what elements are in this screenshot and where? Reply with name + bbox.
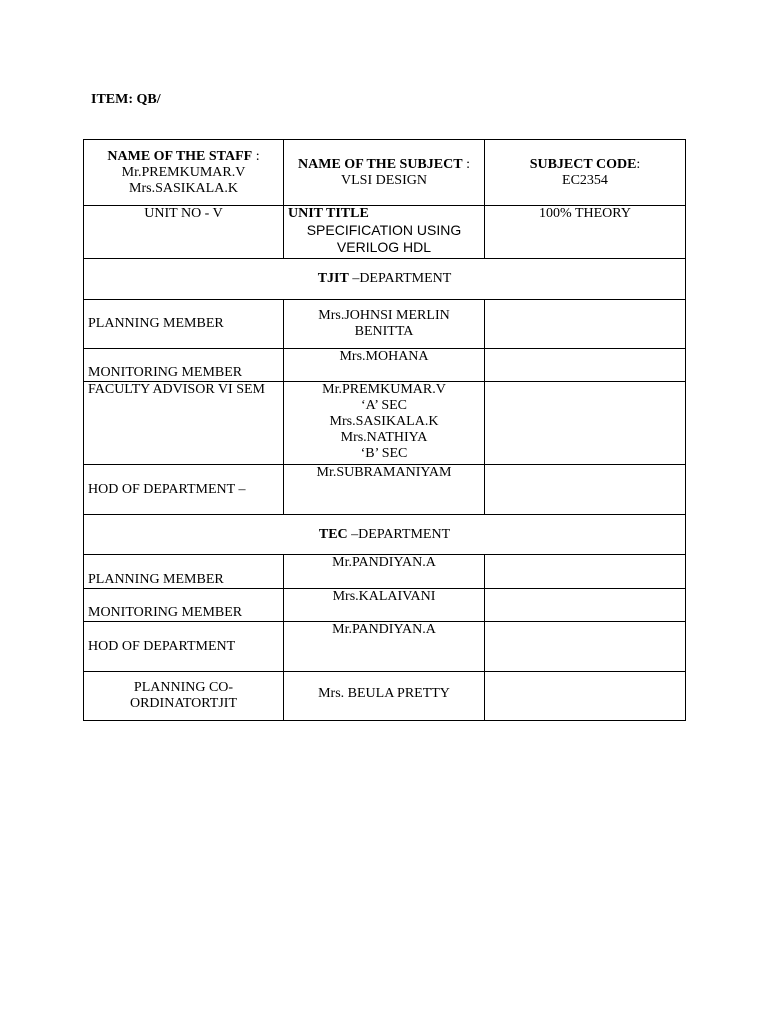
tjit-advisor-list (284, 382, 485, 465)
tjit-dept-name: TJIT (317, 271, 349, 286)
unit-row (84, 206, 686, 259)
tec-hod-row (84, 622, 686, 672)
coordinator-label-line: ORDINATORTJIT (129, 696, 237, 711)
empty-cell (485, 382, 686, 465)
tec-department-heading (84, 515, 686, 555)
subject-sep: : (462, 156, 470, 172)
code-cell (485, 140, 686, 206)
tjit-dept-suffix: –DEPARTMENT (348, 271, 452, 286)
empty-cell (485, 589, 686, 622)
tjit-advisor-line: Mr.PREMKUMAR.V (322, 382, 446, 397)
theory-cell: 100% THEORY (485, 206, 686, 259)
subject-label: NAME OF THE SUBJECT (298, 156, 463, 172)
coordinator-name: Mrs. BEULA PRETTY (284, 672, 485, 721)
tjit-hod-row (84, 465, 686, 515)
unit-no: UNIT NO - V (84, 206, 284, 259)
tjit-planning-name: BENITTA (354, 324, 414, 339)
code-value: EC2354 (562, 172, 608, 188)
staff-name: Mr.PREMKUMAR.V (121, 164, 246, 180)
tec-hod-name: Mr.PANDIYAN.A (284, 622, 485, 672)
tjit-planning-label: PLANNING MEMBER (84, 300, 284, 349)
question-bank-table (83, 139, 686, 721)
coordinator-label-line: PLANNING CO- (133, 680, 234, 695)
tec-monitoring-label: MONITORING MEMBER (84, 589, 284, 622)
item-label: ITEM: (91, 92, 133, 107)
unit-title-label: UNIT TITLE (288, 206, 369, 221)
unit-title-line: SPECIFICATION USING (306, 222, 462, 238)
tjit-advisor-line: Mrs.SASIKALA.K (329, 414, 439, 429)
tec-department-row (84, 515, 686, 555)
tjit-advisor-line: Mrs.NATHIYA (340, 430, 428, 445)
tjit-department-heading (84, 259, 686, 300)
unit-title-cell (284, 206, 485, 259)
staff-sep: : (252, 148, 260, 164)
tec-planning-row (84, 555, 686, 589)
tjit-department-row (84, 259, 686, 300)
tjit-hod-name: Mr.SUBRAMANIYAM (284, 465, 485, 515)
coordinator-row (84, 672, 686, 721)
item-value: QB/ (136, 92, 161, 107)
empty-cell (485, 349, 686, 382)
tec-dept-name: TEC (318, 526, 348, 542)
empty-cell (485, 465, 686, 515)
tjit-monitoring-row (84, 349, 686, 382)
tec-dept-suffix: –DEPARTMENT (347, 526, 451, 542)
empty-cell (485, 300, 686, 349)
staff-name: Mrs.SASIKALA.K (129, 180, 238, 196)
tjit-advisor-row (84, 382, 686, 465)
tjit-advisor-line: ‘B’ SEC (360, 446, 408, 461)
tjit-advisor-line: ‘A’ SEC (360, 398, 408, 413)
subject-cell (284, 140, 485, 206)
empty-cell (485, 672, 686, 721)
staff-cell (84, 140, 284, 206)
coordinator-label (84, 672, 284, 721)
subject-name: VLSI DESIGN (341, 172, 427, 188)
tec-monitoring-name: Mrs.KALAIVANI (284, 589, 485, 622)
code-sep: : (636, 156, 641, 172)
tec-planning-name: Mr.PANDIYAN.A (284, 555, 485, 589)
code-label: SUBJECT CODE (529, 156, 637, 172)
staff-label: NAME OF THE STAFF (107, 148, 253, 164)
tjit-planning-row (84, 300, 686, 349)
tec-planning-label: PLANNING MEMBER (84, 555, 284, 589)
tjit-planning-names (284, 300, 485, 349)
unit-title-line: VERILOG HDL (336, 239, 432, 255)
tjit-hod-label: HOD OF DEPARTMENT – (84, 465, 284, 515)
empty-cell (485, 555, 686, 589)
tec-monitoring-row (84, 589, 686, 622)
header-row (84, 140, 686, 206)
tjit-advisor-label: FACULTY ADVISOR VI SEM (84, 382, 284, 465)
item-line (91, 92, 161, 108)
tjit-monitoring-name: Mrs.MOHANA (284, 349, 485, 382)
empty-cell (485, 622, 686, 672)
tjit-monitoring-label: MONITORING MEMBER (84, 349, 284, 382)
tec-hod-label: HOD OF DEPARTMENT (84, 622, 284, 672)
tjit-planning-name: Mrs.JOHNSI MERLIN (318, 308, 450, 323)
